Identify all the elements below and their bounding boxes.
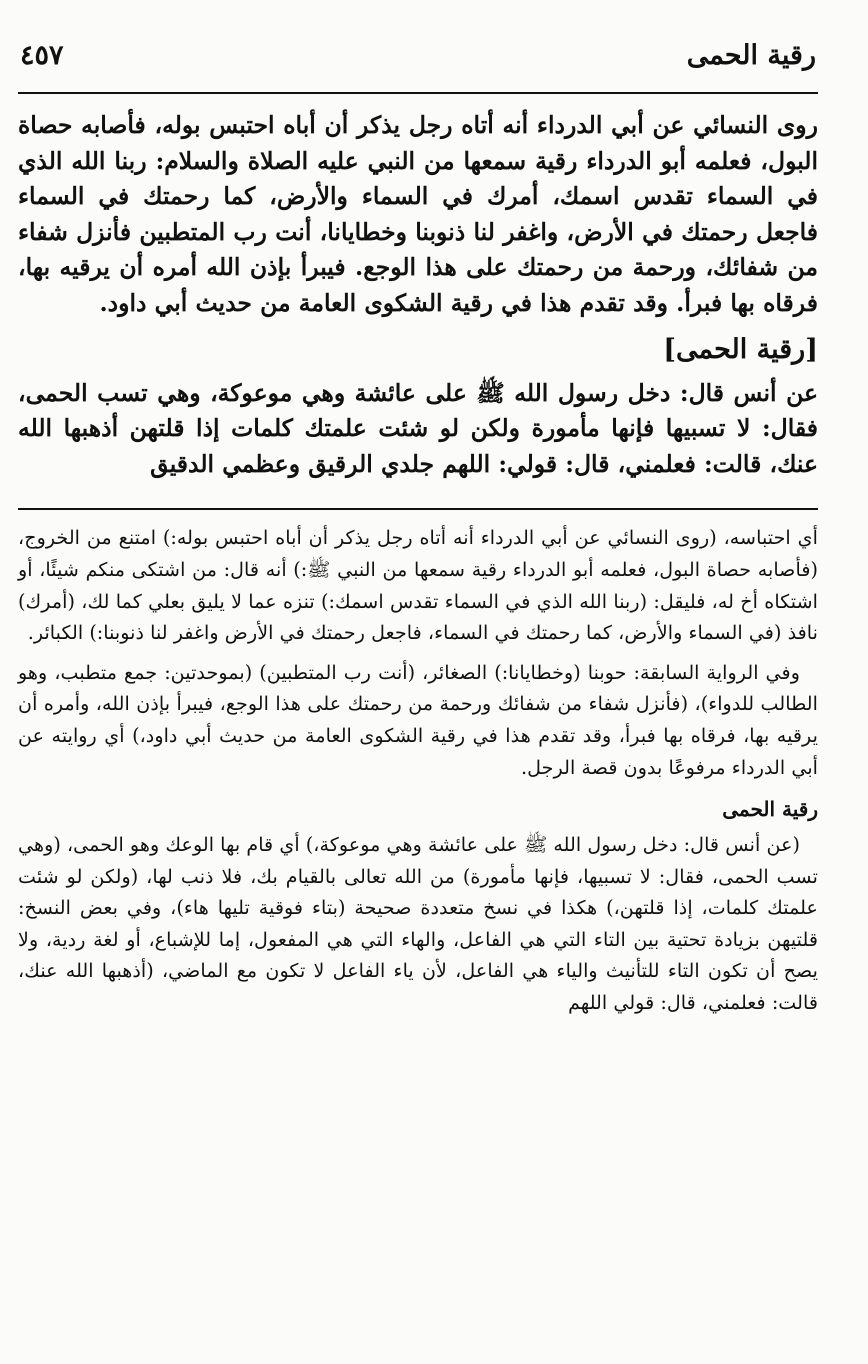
commentary xyxy=(18,522,818,1018)
text-line: لأن ياء الفاعل لا تكون مع الماضي، (أذهبها الله عنك، قالت: فعلمني، قال: قولي اللهم xyxy=(18,959,818,1015)
text-line: فيبرأ بإذن الله، وأمره أن يرقيه بها، فرقاه بها فبرأ، وقد تقدم هذا في رقية الشكوى العامة xyxy=(18,692,818,747)
text-line: من حديث أبي داود،) أي روايته عن أبي الدرداء مرفوعًا بدون قصة الرجل. xyxy=(18,723,818,779)
text-line: (بتاء فوقية تليها هاء)، وفي بعض النسخ: قلتيهن بزيادة تحتية بين التاء التي هي الفاعل، والهاء xyxy=(18,896,818,951)
main-text xyxy=(18,108,818,482)
commentary-paragraph-2 xyxy=(18,657,818,783)
text-line: ربنا الله الذي في السماء تقدس اسمك، أمرك في السماء والأرض، كما رحمتك xyxy=(18,146,819,211)
page-number: ٤٥٧ xyxy=(20,40,64,71)
footnote-divider xyxy=(18,508,818,510)
text-line: أي احتباسه، (روى النسائي عن أبي الدرداء أنه أتاه رجل يذكر أن أباه احتبس بوله:) xyxy=(162,526,818,550)
text-line: الحمى، فقال: لا تسبيها فإنها مأمورة ولكن لو شئت علمتك كلمات إذا قلتهن xyxy=(18,378,818,443)
text-line: متطبب، وهو الطالب للدواء)، (فأنزل شفاء من شفائك ورحمة من رحمتك على هذا الوجع، xyxy=(18,660,818,716)
main-paragraph-2 xyxy=(18,376,818,483)
text-line: قال: من اشتكى منكم شيئًا، أو اشتكاه أخ له، فليقل: (ربنا الله الذي في السماء تقدس xyxy=(18,557,818,613)
text-line: في السماء فاجعل رحمتك في الأرض، واغفر لنا ذنوبنا وخطايانا، أنت رب xyxy=(18,182,818,246)
text-line: أذهبها الله عنك، قالت: فعلمني، قال: قولي: اللهم جلدي الرقيق وعظمي الدقيق xyxy=(18,414,818,478)
commentary-heading: رقية الحمى xyxy=(722,797,818,822)
text-line: التي هي المفعول، إما للإشباع، أو لغة ردية، ولا يصح أن تكون التاء للتأنيث والياء هي الفاعل، xyxy=(18,927,818,983)
text-line: فأصابه حصاة البول، فعلمه أبو الدرداء رقية سمعها من النبي عليه الصلاة والسلام: xyxy=(18,111,818,175)
text-line: فلا ذنب لها، (ولكن لو شئت علمتك كلمات، إذا قلتهن،) هكذا في نسخ متعددة صحيحة xyxy=(18,864,818,920)
text-line: امتنع من الخروج، (فأصابه حصاة البول، فعلمه أبو الدرداء رقية سمعها من النبي ﷺ:) أنه xyxy=(18,526,818,581)
commentary-paragraph-3 xyxy=(18,829,818,1019)
running-title: رقية الحمى xyxy=(686,40,816,71)
page-header xyxy=(18,40,818,94)
text-line: اسمك:) تنزه عما لا يليق بعلي كما لك، (أمرك) نافذ (في السماء والأرض، كما رحمتك في xyxy=(18,589,818,645)
text-line: عن أنس قال: دخل رسول الله ﷺ على عائشة وهي موعوكة، وهي تسب xyxy=(97,378,818,407)
text-line: حديث أبي داود. xyxy=(99,288,252,317)
main-paragraph-1 xyxy=(18,108,818,322)
text-line: وهو الحمى، (وهي تسب الحمى، فقال: لا تسبيها، فإنها مأمورة) من الله تعالى بالقيام بك، xyxy=(18,833,818,888)
section-heading: [رقية الحمى] xyxy=(663,333,818,365)
text-line: الله أمره أن يرقيه بها، فرقاه بها فبرأ. وقد تقدم هذا في رقية الشكوى العامة من xyxy=(18,253,818,317)
book-page xyxy=(18,40,818,1340)
text-line: (عن أنس قال: دخل رسول الله ﷺ على عائشة وهي موعوكة،) أي قام بها الوعك xyxy=(165,833,801,857)
text-line: روى النسائي عن أبي الدرداء أنه أتاه رجل يذكر أن أباه احتبس بوله، xyxy=(154,111,819,139)
text-line: السماء، فاجعل رحمتك في الأرض واغفر لنا ذنوبنا:) الكبائر. xyxy=(27,621,489,645)
text-line: وفي الرواية السابقة: حوبنا (وخطايانا:) الصغائر، (أنت رب المتطبين) (بموحدتين: جمع xyxy=(124,660,800,684)
text-line: المتطبين فأنزل شفاء من شفائك، ورحمة من رحمتك على هذا الوجع. فيبرأ بإذن xyxy=(18,217,819,282)
commentary-paragraph-1 xyxy=(18,522,818,648)
